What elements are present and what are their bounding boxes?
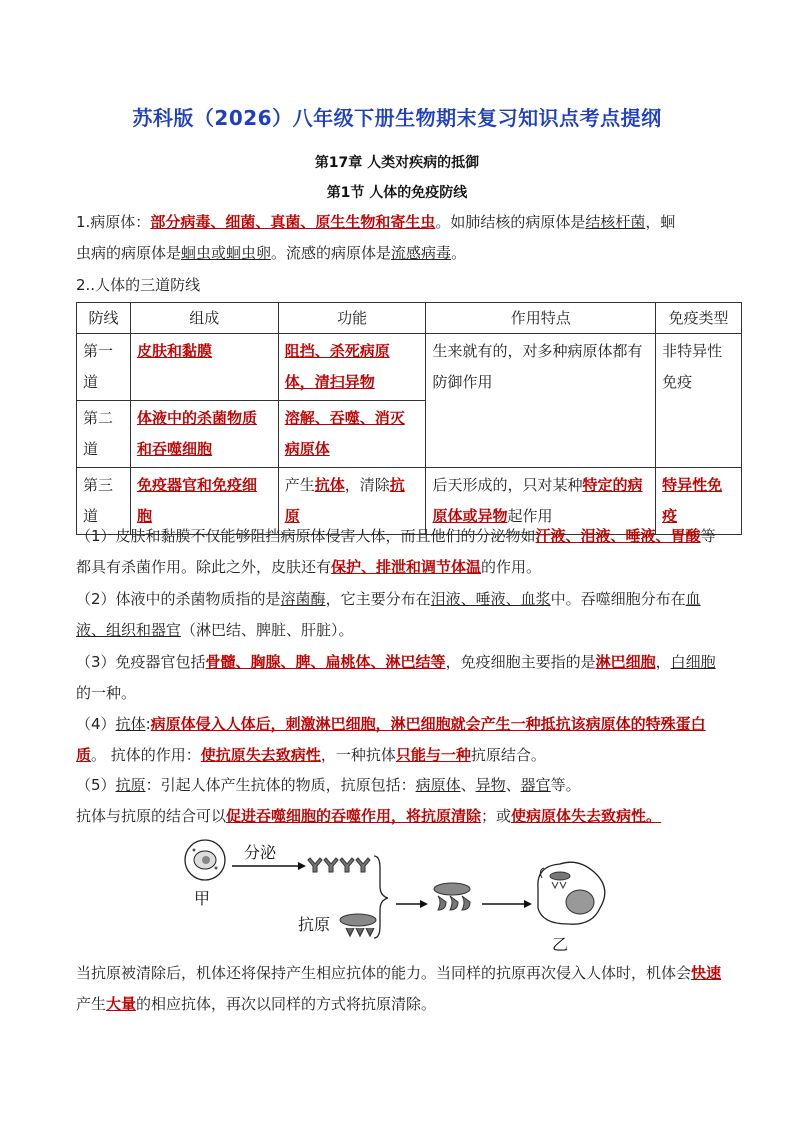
- underlined-text: 白细胞: [670, 653, 716, 671]
- text: 虫病的病原体是: [76, 244, 182, 262]
- underlined-text: 异物: [475, 776, 506, 794]
- emphasis-text: 骨髓、胸腺、脾、扁桃体、淋巴结等: [205, 653, 446, 671]
- text: ；或: [481, 807, 512, 825]
- emphasis-text: 保护、排泄和调节体温: [331, 558, 482, 576]
- antigen-icon: [340, 914, 376, 936]
- emphasis-text: 部分病毒、细菌、真菌、原生生物和寄生虫: [150, 213, 436, 231]
- underlined-text: 结核杆菌: [585, 213, 646, 231]
- text: 的作用。: [481, 558, 542, 576]
- text: 等。: [550, 776, 581, 794]
- table-cell: 第一道: [77, 334, 131, 401]
- table-header: 功能: [278, 303, 426, 334]
- text: ，免疫细胞主要指的是: [445, 653, 596, 671]
- brace: [374, 856, 388, 938]
- table-row: [77, 334, 742, 401]
- underlined-text: 血液、组织和器官: [76, 590, 701, 639]
- underlined-text: 病原体: [415, 776, 461, 794]
- text: 等都具有杀菌作用。除此之外，皮肤还有: [76, 527, 716, 576]
- text: 、: [505, 776, 521, 794]
- text: 的相应抗体，再次以同样的方式将抗原清除。: [136, 995, 437, 1013]
- text: 。: [451, 244, 467, 262]
- emphasis-text: 特异性免疫: [662, 476, 723, 525]
- text: 中。吞噬细胞分布在: [550, 590, 686, 608]
- note-2: [76, 584, 726, 646]
- note-3: [76, 647, 726, 709]
- emphasis-text: 促进吞噬细胞的吞噬作用，将抗原清除: [226, 807, 482, 825]
- text: 产生: [284, 476, 315, 494]
- document-title: 苏科版（2026）八年级下册生物期末复习知识点考点提纲: [132, 106, 662, 130]
- note-7: [76, 958, 726, 1020]
- emphasis-text: 抗体: [314, 476, 345, 494]
- emphasis-text: 免疫器官和免疫细胞: [136, 476, 257, 525]
- arrow-head: [524, 900, 532, 908]
- text: ，: [655, 653, 671, 671]
- plasma-cell-icon: [185, 840, 225, 880]
- emphasis-text: 阻挡、杀死病原体，清扫异物: [284, 342, 390, 391]
- table-cell: 第二道: [77, 401, 131, 468]
- antigen-antibody-complex-icon: [434, 883, 470, 910]
- table-cell: [278, 334, 426, 401]
- phagocyte-icon: [538, 862, 605, 924]
- text: ，蛔: [645, 213, 676, 231]
- emphasis-text: 淋巴细胞: [595, 653, 656, 671]
- label-jia: 甲: [194, 889, 211, 908]
- underlined-text: 蛔虫或蛔虫卵: [181, 244, 272, 262]
- paragraph-three-lines: 2..人体的三道防线: [76, 276, 201, 294]
- text: 后天形成的，只对某种: [432, 476, 583, 494]
- chapter-heading: 第17章 人类对疾病的抵御: [314, 155, 480, 171]
- note-4: [76, 709, 726, 771]
- label-secrete: 分泌: [244, 843, 277, 862]
- emphasis-text: 使病原体失去致病性。: [511, 807, 662, 825]
- note-1: [76, 521, 726, 583]
- text: ，它主要分布在: [325, 590, 431, 608]
- note-5: [76, 770, 726, 801]
- text: 1.病原体：: [76, 213, 151, 231]
- emphasis-text: 皮肤和黏膜: [136, 342, 212, 360]
- antibody-antigen-diagram: [180, 838, 620, 958]
- arrow-head: [420, 900, 428, 908]
- emphasis-text: 大量: [106, 995, 137, 1013]
- text: 。 抗体的作用：: [91, 746, 201, 764]
- table-cell: [130, 401, 278, 468]
- emphasis-text: 病原体侵入人体后，刺激淋巴细胞，淋巴细胞就会产生一种抵抗该病原体的特殊蛋白质: [76, 715, 706, 764]
- text: 。如肺结核的病原体是: [435, 213, 586, 231]
- underlined-text: 抗原: [115, 776, 146, 794]
- text: ，一种抗体: [320, 746, 396, 764]
- text: ：引起人体产生抗体的物质，抗原包括：: [145, 776, 416, 794]
- table-cell: 第三道: [77, 468, 131, 535]
- text: 抗体与抗原的结合可以: [76, 807, 227, 825]
- underlined-text: 抗体: [115, 715, 146, 733]
- text: 产生: [76, 995, 107, 1013]
- table-header-row: [77, 303, 742, 334]
- underlined-text: 器官: [520, 776, 551, 794]
- table-cell: 非特异性免疫: [656, 334, 742, 468]
- text: :: [145, 715, 151, 733]
- emphasis-text: 快速: [691, 964, 722, 982]
- section-heading: 第1节 人体的免疫防线: [326, 185, 468, 201]
- text: 起作用: [507, 507, 553, 525]
- text: （4）: [76, 715, 116, 733]
- emphasis-text: 只能与一种: [395, 746, 471, 764]
- underlined-text: 泪液、唾液、血浆: [430, 590, 551, 608]
- emphasis-text: 抗原: [284, 476, 405, 525]
- table-header: 免疫类型: [656, 303, 742, 334]
- emphasis-text: 溶解、吞噬、消灭病原体: [284, 409, 405, 458]
- note-6: [76, 801, 726, 832]
- text: 抗原结合。: [470, 746, 546, 764]
- label-yi: 乙: [552, 935, 569, 954]
- table-cell: [278, 401, 426, 468]
- table-header: 组成: [130, 303, 278, 334]
- table-cell: [130, 334, 278, 401]
- emphasis-text: 使抗原失去致病性: [200, 746, 321, 764]
- label-antigen: 抗原: [298, 915, 331, 934]
- text: 。流感的病原体是: [271, 244, 392, 262]
- table-header: 防线: [77, 303, 131, 334]
- text: （3）免疫器官包括: [76, 653, 206, 671]
- text: （2）体液中的杀菌物质指的是: [76, 590, 281, 608]
- table-header: 作用特点: [426, 303, 656, 334]
- text: 、: [460, 776, 476, 794]
- underlined-text: 溶菌酶: [280, 590, 326, 608]
- defense-table: [76, 302, 742, 535]
- antibodies-icon: [308, 858, 370, 872]
- text: （5）: [76, 776, 116, 794]
- emphasis-text: 体液中的杀菌物质和吞噬细胞: [136, 409, 257, 458]
- paragraph-pathogen: [76, 207, 726, 269]
- text: 当抗原被清除后，机体还将保持产生相应抗体的能力。当同样的抗原再次侵入人体时，机体会: [76, 964, 692, 982]
- text: 的一种。: [76, 684, 137, 702]
- arrow-head: [298, 862, 306, 870]
- text: （1）皮肤和黏膜不仅能够阻挡病原体侵害人体，而且他们的分泌物如: [76, 527, 536, 545]
- text: ，清除: [344, 476, 390, 494]
- underlined-text: 流感病毒: [391, 244, 452, 262]
- emphasis-text: 汗液、泪液、唾液、胃酸: [535, 527, 701, 545]
- table-cell: 生来就有的，对多种病原体都有防御作用: [426, 334, 656, 468]
- text: （淋巴结、脾脏、肝脏）。: [181, 621, 354, 639]
- emphasis-text: 特定的病原体或异物: [432, 476, 643, 525]
